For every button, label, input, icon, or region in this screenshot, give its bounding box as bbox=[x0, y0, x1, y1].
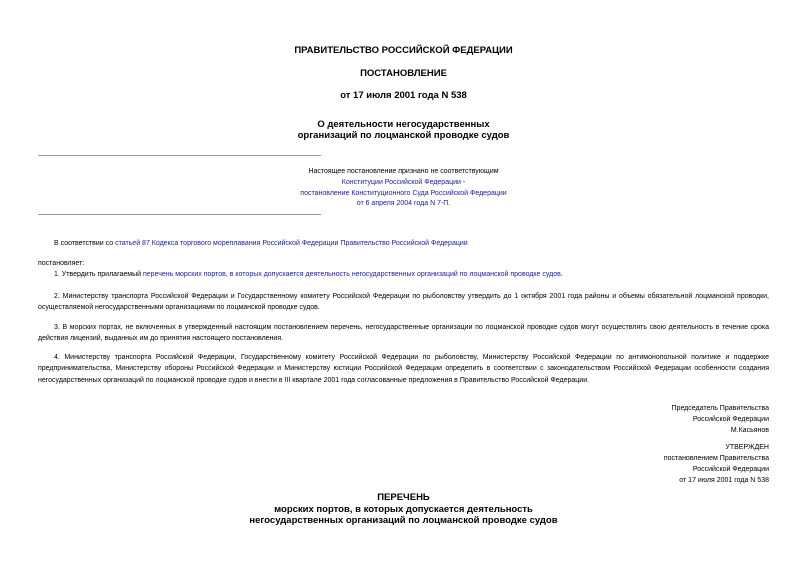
constitution-link[interactable]: Конституции Российской Федерации bbox=[341, 179, 461, 186]
divider-top bbox=[38, 155, 321, 156]
item-1-prefix: 1. Утвердить прилагаемый bbox=[54, 271, 143, 278]
court-ruling-link[interactable]: постановление Конституционного Суда Российской Федерации bbox=[300, 190, 507, 197]
item-2-paragraph: 2. Министерству транспорта Российской Федерации и Государственному комитету Российской Федерации по рыболовству утвердить до 1 октября 2001 года районы и объемы обязательной лоцманской проводки, осуществляемой негосударственными организациями по лоцманской проводке судов. bbox=[38, 293, 769, 312]
item-1-suffix: . bbox=[560, 271, 563, 278]
list-title: ПЕРЕЧЕНЬ bbox=[377, 492, 430, 503]
document-type: ПОСТАНОВЛЕНИЕ bbox=[360, 68, 447, 79]
government-link[interactable]: Правительство Российской Федерации bbox=[340, 240, 468, 247]
document-subject-line2: организаций по лоцманской проводке судов bbox=[297, 130, 510, 141]
item-4-paragraph: 4. Министерству транспорта Российской Федерации, Государственному комитету Российской Федерации по рыболовству, Министерству Российской Федерации по антимонопольной политике и поддержке предпринимательства, Министерству обороны Российской Федерации и Министерству юстиции Российской Федерации определить в соответствии с законодательством Российской Федерации особенности создания негосударственных организаций по лоцманской проводке судов и внести в III квартале 2001 года согласованные предложения в Правительство Российской Федерации. bbox=[38, 354, 769, 384]
item-1-paragraph bbox=[38, 269, 769, 280]
list-subtitle-line1: морских портов, в которых допускается деятельность bbox=[274, 504, 533, 515]
signature-title: Председатель Правительства bbox=[671, 405, 769, 412]
preamble-paragraph bbox=[38, 238, 769, 249]
notice-line2 bbox=[0, 178, 807, 188]
notice-line1: Настоящее постановление признано не соответствующим bbox=[308, 168, 499, 175]
decree-word: постановляет: bbox=[38, 260, 85, 267]
preamble-prefix: В соответствии со bbox=[54, 240, 116, 247]
document-date: от 17 июля 2001 года N 538 bbox=[340, 90, 467, 101]
ports-list-link[interactable]: перечень морских портов, в которых допускается деятельность негосударственных организаций по лоцманской проводке судов bbox=[142, 271, 561, 278]
approval-country: Российской Федерации bbox=[692, 466, 769, 473]
signature-country: Российской Федерации bbox=[692, 416, 769, 423]
approval-date: от 17 июля 2001 года N 538 bbox=[679, 477, 769, 484]
approval-block bbox=[664, 442, 769, 486]
approval-word: УТВЕРЖДЕН bbox=[725, 444, 769, 451]
notice-dash: - bbox=[460, 179, 466, 186]
approval-by: постановлением Правительства bbox=[663, 455, 769, 462]
court-ruling-date-link[interactable]: от 6 апреля 2004 года N 7-П. bbox=[356, 200, 451, 207]
divider-bottom bbox=[38, 214, 321, 215]
list-subtitle-line2: негосударственных организаций по лоцманской проводке судов bbox=[249, 515, 558, 526]
document-subject-line1: О деятельности негосударственных bbox=[317, 119, 490, 130]
signature-name: М.Касьянов bbox=[730, 427, 769, 434]
item-3-paragraph: 3. В морских портах, не включенных в утвержденный настоящим постановлением перечень, негосударственные организации по лоцманской проводке судов могут осуществлять свою деятельность в течение срока действия лицензий, выданных им до принятия настоящего постановления. bbox=[38, 324, 769, 343]
signature-block bbox=[672, 403, 769, 436]
government-heading: ПРАВИТЕЛЬСТВО РОССИЙСКОЙ ФЕДЕРАЦИИ bbox=[294, 45, 513, 56]
maritime-code-link[interactable]: статьей 87 Кодекса торгового мореплавания Российской Федерации bbox=[115, 240, 339, 247]
